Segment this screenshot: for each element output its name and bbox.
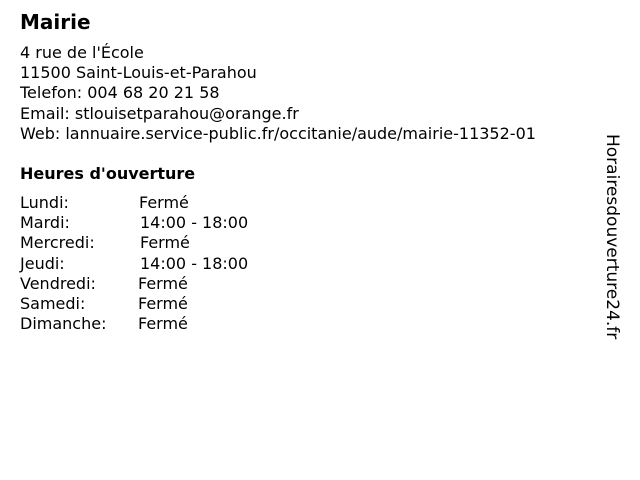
day-label: Lundi:: [20, 193, 69, 212]
page-title: Mairie: [20, 10, 91, 34]
day-label: Jeudi:: [20, 253, 65, 273]
phone-line: Telefon: 004 68 20 21 58: [20, 83, 220, 103]
day-label: Vendredi:: [20, 273, 96, 293]
hours-value: 14:00 - 18:00: [140, 253, 249, 273]
day-label: Mercredi:: [20, 233, 95, 253]
hours-heading: Heures d'ouverture: [20, 164, 196, 183]
web-line: Web: lannuaire.service-public.fr/occitanie/aude/mairie-11352-01: [20, 123, 536, 143]
hours-value: Fermé: [138, 293, 188, 313]
day-label: Samedi:: [20, 293, 86, 313]
email-line: Email: stlouisetparahou@orange.fr: [20, 103, 299, 123]
hours-value: Fermé: [139, 193, 189, 212]
hours-value: Fermé: [140, 233, 190, 253]
hours-value: Fermé: [138, 273, 188, 293]
hours-value: Fermé: [138, 314, 188, 334]
day-label: Mardi:: [20, 213, 70, 233]
site-watermark-text: Horairesdouverture24.fr: [602, 134, 622, 340]
site-watermark: [602, 134, 632, 374]
address-city: 11500 Saint-Louis-et-Parahou: [20, 63, 257, 83]
contact-block: [20, 43, 536, 144]
day-label: Dimanche:: [20, 314, 107, 334]
hours-value: 14:00 - 18:00: [140, 213, 249, 233]
address-street: 4 rue de l'École: [20, 43, 144, 62]
